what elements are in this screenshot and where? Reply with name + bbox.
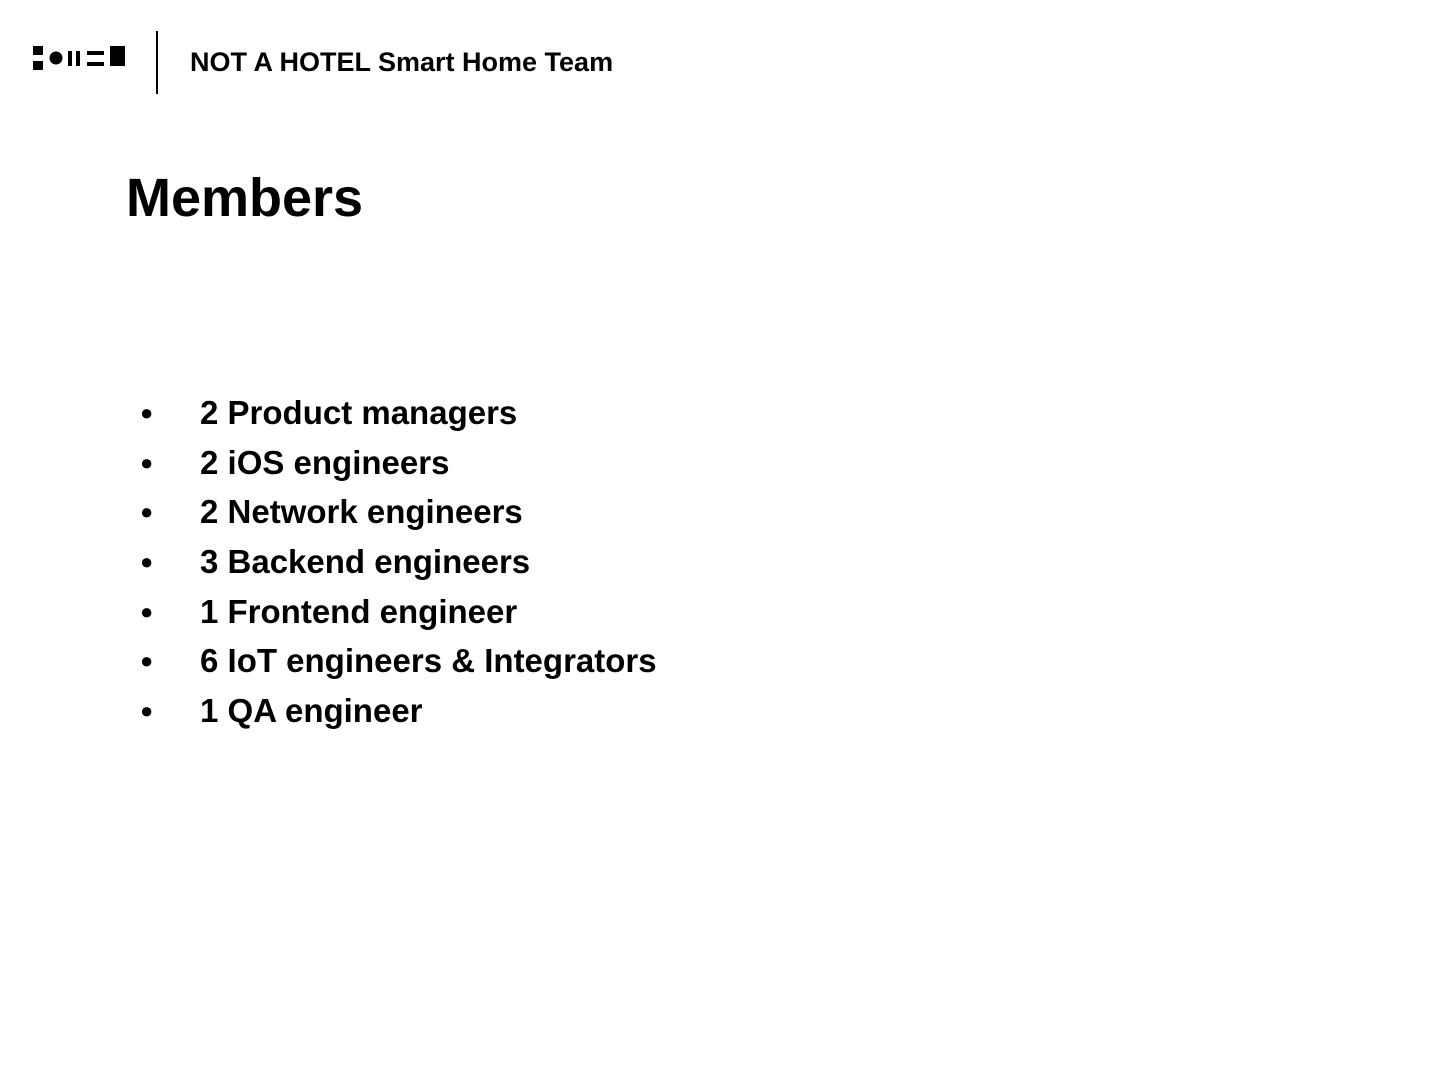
header xyxy=(0,0,1440,110)
list-item xyxy=(140,636,657,686)
list-item xyxy=(140,537,657,587)
bullet-icon: ● xyxy=(140,499,154,525)
member-label: 1 QA engineer xyxy=(200,691,423,729)
list-item xyxy=(140,487,657,537)
bullet-icon: ● xyxy=(140,697,154,723)
list-item xyxy=(140,586,657,636)
page-title: Members xyxy=(126,168,364,228)
bullet-icon: ● xyxy=(140,648,154,674)
bullet-icon: ● xyxy=(140,449,154,475)
member-label: 2 iOS engineers xyxy=(200,443,450,481)
member-label: 6 IoT engineers & Integrators xyxy=(200,642,657,680)
list-item xyxy=(140,686,657,736)
member-label: 2 Network engineers xyxy=(200,493,523,531)
member-label: 2 Product managers xyxy=(200,394,518,432)
list-item xyxy=(140,388,657,438)
not-a-hotel-logo-icon xyxy=(33,44,129,72)
team-name: NOT A HOTEL Smart Home Team xyxy=(190,47,614,77)
bullet-icon: ● xyxy=(140,549,154,575)
bullet-icon: ● xyxy=(140,598,154,624)
bullet-icon: ● xyxy=(140,400,154,426)
member-list xyxy=(140,388,657,735)
member-label: 1 Frontend engineer xyxy=(200,592,518,630)
list-item xyxy=(140,438,657,488)
header-divider xyxy=(156,31,158,94)
member-label: 3 Backend engineers xyxy=(200,543,531,581)
